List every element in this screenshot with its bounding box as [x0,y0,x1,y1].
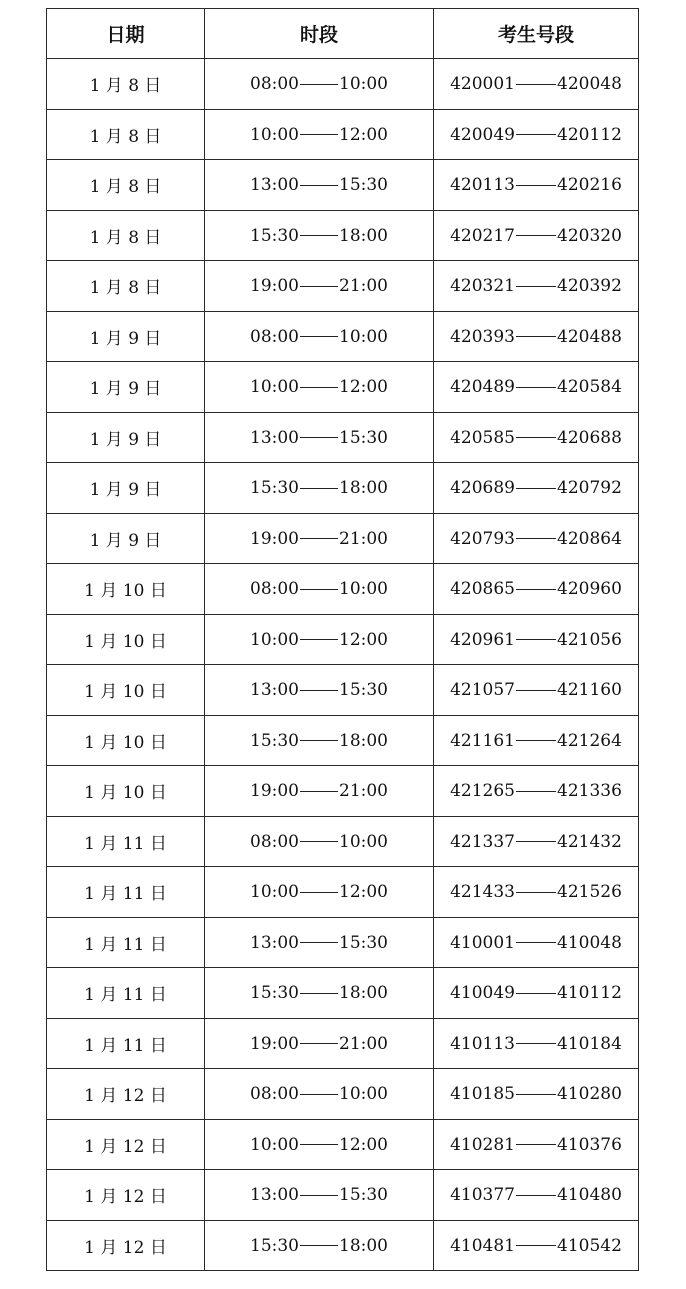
range-end: 420864 [557,528,622,549]
range-dash [300,639,338,640]
range-start: 410481 [450,1235,515,1256]
date-cell: 1 月 12 日 [47,1119,205,1170]
range-end: 420320 [557,225,622,246]
table-row [47,816,639,867]
time-start: 15:30 [250,225,299,246]
time-cell [205,412,434,463]
range-dash [516,740,556,741]
range-start: 420393 [450,326,515,347]
table-row [47,311,639,362]
range-dash [516,387,556,388]
time-end: 18:00 [339,225,388,246]
table-row [47,1170,639,1221]
range-dash [516,639,556,640]
range-start: 410185 [450,1084,515,1104]
table-row [47,665,639,716]
range-dash [516,538,556,539]
date-cell: 1 月 8 日 [47,160,205,211]
range-dash [300,841,338,842]
table-row [47,513,639,564]
range-start: 420793 [450,528,515,549]
date-cell: 1 月 8 日 [47,59,205,110]
time-column-header: 时段 [205,9,434,59]
date-cell: 1 月 9 日 [47,463,205,514]
candidate-range-cell [434,463,639,514]
table-row [47,210,639,261]
time-end: 15:30 [339,932,388,953]
range-dash [300,387,338,388]
time-end: 10:00 [339,831,388,852]
range-start: 420865 [450,579,515,599]
time-cell [205,109,434,160]
candidate-range-cell [434,715,639,766]
range-dash [300,286,338,287]
table-row [47,1069,639,1120]
time-end: 10:00 [339,326,388,347]
range-end: 420488 [557,326,622,347]
table-row [47,160,639,211]
time-cell [205,59,434,110]
range-dash [516,1195,556,1196]
range-end: 420960 [557,579,622,599]
time-end: 10:00 [339,74,388,94]
range-dash [516,993,556,994]
range-end: 420048 [557,74,622,94]
candidate-range-cell [434,917,639,968]
time-start: 13:00 [250,680,299,700]
table-row [47,564,639,615]
date-cell: 1 月 11 日 [47,816,205,867]
time-end: 12:00 [339,1134,388,1155]
range-start: 420489 [450,377,515,397]
time-end: 15:30 [339,680,388,700]
time-cell [205,766,434,817]
range-dash [300,690,338,691]
range-dash [516,286,556,287]
time-start: 15:30 [250,478,299,498]
range-dash [516,134,556,135]
range-dash [516,942,556,943]
time-end: 12:00 [339,882,388,902]
time-end: 12:00 [339,629,388,650]
candidate-range-cell [434,59,639,110]
range-dash [516,336,556,337]
time-start: 19:00 [250,1033,299,1054]
time-start: 15:30 [250,983,299,1003]
range-end: 421160 [557,680,622,700]
time-end: 18:00 [339,1235,388,1256]
candidate-range-cell [434,1170,639,1221]
candidate-range-cell [434,412,639,463]
time-cell [205,210,434,261]
date-cell: 1 月 11 日 [47,917,205,968]
range-dash [516,185,556,186]
exam-schedule-table [46,8,639,1271]
time-cell [205,160,434,211]
candidate-range-column-header: 考生号段 [434,9,639,59]
range-dash [516,84,556,85]
range-dash [516,1094,556,1095]
range-end: 410280 [557,1084,622,1104]
range-start: 420585 [450,427,515,448]
range-dash [300,1245,338,1246]
date-cell: 1 月 8 日 [47,261,205,312]
range-dash [516,1144,556,1145]
range-start: 420113 [450,175,515,195]
range-start: 410001 [450,932,515,953]
range-start: 420689 [450,478,515,498]
range-start: 420217 [450,225,515,246]
date-cell: 1 月 12 日 [47,1220,205,1271]
time-cell [205,261,434,312]
time-start: 19:00 [250,276,299,296]
time-cell [205,1170,434,1221]
range-start: 410049 [450,983,515,1003]
time-cell [205,311,434,362]
time-cell [205,1119,434,1170]
range-dash [516,690,556,691]
table-row [47,867,639,918]
range-end: 420216 [557,175,622,195]
time-end: 12:00 [339,377,388,397]
candidate-range-cell [434,311,639,362]
range-start: 410281 [450,1134,515,1155]
time-start: 10:00 [250,1134,299,1155]
date-cell: 1 月 11 日 [47,1018,205,1069]
range-end: 410184 [557,1033,622,1054]
time-end: 21:00 [339,1033,388,1054]
date-cell: 1 月 12 日 [47,1170,205,1221]
range-dash [516,235,556,236]
range-start: 420321 [450,276,515,296]
time-end: 10:00 [339,1084,388,1104]
candidate-range-cell [434,665,639,716]
time-start: 08:00 [250,579,299,599]
range-end: 421264 [557,730,622,751]
time-end: 18:00 [339,983,388,1003]
time-start: 13:00 [250,932,299,953]
date-column-header: 日期 [47,9,205,59]
range-dash [516,437,556,438]
time-start: 08:00 [250,326,299,347]
time-cell [205,463,434,514]
time-start: 08:00 [250,1084,299,1104]
table-header [47,9,639,59]
candidate-range-cell [434,210,639,261]
time-cell [205,513,434,564]
date-cell: 1 月 11 日 [47,968,205,1019]
time-start: 15:30 [250,730,299,751]
range-dash [300,892,338,893]
range-dash [300,437,338,438]
time-cell [205,968,434,1019]
time-end: 18:00 [339,730,388,751]
range-start: 421265 [450,781,515,801]
time-cell [205,1220,434,1271]
time-cell [205,867,434,918]
header-row [47,9,639,59]
table-row [47,766,639,817]
time-cell [205,665,434,716]
range-end: 410542 [557,1235,622,1256]
time-start: 10:00 [250,377,299,397]
time-cell [205,715,434,766]
candidate-range-cell [434,564,639,615]
time-end: 10:00 [339,579,388,599]
table-body [47,59,639,1271]
range-start: 421161 [450,730,515,751]
range-end: 421056 [557,629,622,650]
table-row [47,109,639,160]
time-start: 13:00 [250,427,299,448]
range-end: 420688 [557,427,622,448]
time-end: 15:30 [339,427,388,448]
range-start: 420001 [450,74,515,94]
date-cell: 1 月 9 日 [47,362,205,413]
table-row [47,1119,639,1170]
range-dash [516,589,556,590]
date-cell: 1 月 11 日 [47,867,205,918]
time-end: 21:00 [339,276,388,296]
range-dash [300,791,338,792]
table-row [47,412,639,463]
table-row [47,968,639,1019]
range-end: 420792 [557,478,622,498]
table-row [47,614,639,665]
time-end: 18:00 [339,478,388,498]
time-cell [205,564,434,615]
range-dash [516,1245,556,1246]
range-end: 420584 [557,377,622,397]
time-start: 15:30 [250,1235,299,1256]
time-cell [205,816,434,867]
range-end: 420392 [557,276,622,296]
time-start: 13:00 [250,1185,299,1205]
range-dash [516,488,556,489]
candidate-range-cell [434,766,639,817]
range-end: 421526 [557,882,622,902]
candidate-range-cell [434,109,639,160]
date-cell: 1 月 10 日 [47,665,205,716]
range-end: 410376 [557,1134,622,1155]
time-end: 15:30 [339,1185,388,1205]
table-row [47,463,639,514]
table-row [47,917,639,968]
date-cell: 1 月 10 日 [47,564,205,615]
range-dash [300,538,338,539]
range-start: 421337 [450,831,515,852]
candidate-range-cell [434,1018,639,1069]
candidate-range-cell [434,1119,639,1170]
range-dash [300,993,338,994]
date-cell: 1 月 10 日 [47,766,205,817]
time-end: 21:00 [339,528,388,549]
time-end: 15:30 [339,175,388,195]
time-end: 12:00 [339,124,388,145]
table-row [47,261,639,312]
time-cell [205,917,434,968]
range-start: 420049 [450,124,515,145]
range-dash [300,336,338,337]
range-start: 421057 [450,680,515,700]
time-start: 10:00 [250,882,299,902]
time-cell [205,1018,434,1069]
time-start: 08:00 [250,74,299,94]
table-row [47,715,639,766]
table-row [47,362,639,413]
candidate-range-cell [434,160,639,211]
range-dash [300,1144,338,1145]
candidate-range-cell [434,362,639,413]
time-start: 10:00 [250,124,299,145]
range-end: 410480 [557,1185,622,1205]
range-dash [300,1094,338,1095]
range-end: 410112 [557,983,622,1003]
range-start: 420961 [450,629,515,650]
range-start: 410377 [450,1185,515,1205]
date-cell: 1 月 9 日 [47,412,205,463]
date-cell: 1 月 9 日 [47,513,205,564]
range-start: 410113 [450,1033,515,1054]
time-start: 19:00 [250,528,299,549]
range-dash [300,84,338,85]
table-row [47,1220,639,1271]
range-end: 421432 [557,831,622,852]
time-start: 13:00 [250,175,299,195]
range-dash [300,235,338,236]
time-start: 10:00 [250,629,299,650]
time-cell [205,362,434,413]
date-cell: 1 月 10 日 [47,614,205,665]
candidate-range-cell [434,968,639,1019]
table-row [47,59,639,110]
candidate-range-cell [434,513,639,564]
range-dash [516,1043,556,1044]
range-start: 421433 [450,882,515,902]
date-cell: 1 月 8 日 [47,210,205,261]
range-dash [516,791,556,792]
range-end: 421336 [557,781,622,801]
time-start: 19:00 [250,781,299,801]
range-dash [300,134,338,135]
range-dash [300,1195,338,1196]
range-dash [300,589,338,590]
range-dash [516,892,556,893]
date-cell: 1 月 8 日 [47,109,205,160]
candidate-range-cell [434,1069,639,1120]
candidate-range-cell [434,261,639,312]
time-start: 08:00 [250,831,299,852]
range-dash [300,740,338,741]
range-dash [300,942,338,943]
time-cell [205,1069,434,1120]
candidate-range-cell [434,867,639,918]
range-dash [300,1043,338,1044]
candidate-range-cell [434,816,639,867]
range-dash [300,488,338,489]
time-cell [205,614,434,665]
date-cell: 1 月 9 日 [47,311,205,362]
table-row [47,1018,639,1069]
range-end: 410048 [557,932,622,953]
time-end: 21:00 [339,781,388,801]
date-cell: 1 月 12 日 [47,1069,205,1120]
date-cell: 1 月 10 日 [47,715,205,766]
candidate-range-cell [434,1220,639,1271]
range-dash [300,185,338,186]
range-end: 420112 [557,124,622,145]
range-dash [516,841,556,842]
candidate-range-cell [434,614,639,665]
